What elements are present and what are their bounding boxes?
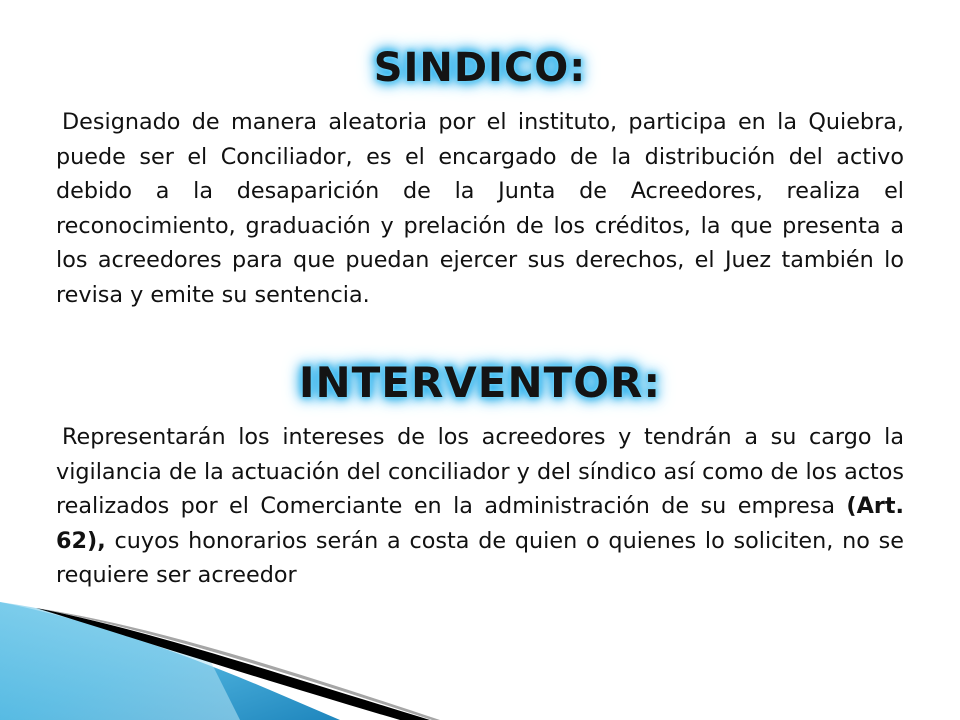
blue-swoosh-shape xyxy=(0,602,340,720)
gray-stripe-shape xyxy=(36,608,440,720)
interventor-paragraph xyxy=(56,420,904,593)
interventor-text-after: cuyos honorarios serán a costa de quien o quienes lo soliciten, no se requiere ser acreedor xyxy=(56,527,904,589)
article-reference: (Art. 62), xyxy=(56,493,904,554)
light-swoosh-shape xyxy=(0,602,240,720)
sindico-heading: SINDICO: xyxy=(373,45,587,91)
black-stripe-shape xyxy=(36,608,430,720)
sindico-paragraph: Designado de manera aleatoria por el instituto, participa en la Quiebra, puede ser el Conciliador, es el encargado de la distribución del activo debido a la desaparición de la Junta de Acreedores, realiza el reconocimiento, graduación y prelación de los créditos, la que presenta a los acreedores para que puedan ejercer sus derechos, el Juez también lo revisa y emite su sentencia. xyxy=(56,109,904,308)
interventor-text-before: Representarán los intereses de los acreedores y tendrán a su cargo la vigilancia de la actuación del conciliador y del síndico así como de los actos realizados por el Comerciante en la administración de su empresa xyxy=(56,424,904,520)
interventor-heading: INTERVENTOR: xyxy=(298,358,662,407)
